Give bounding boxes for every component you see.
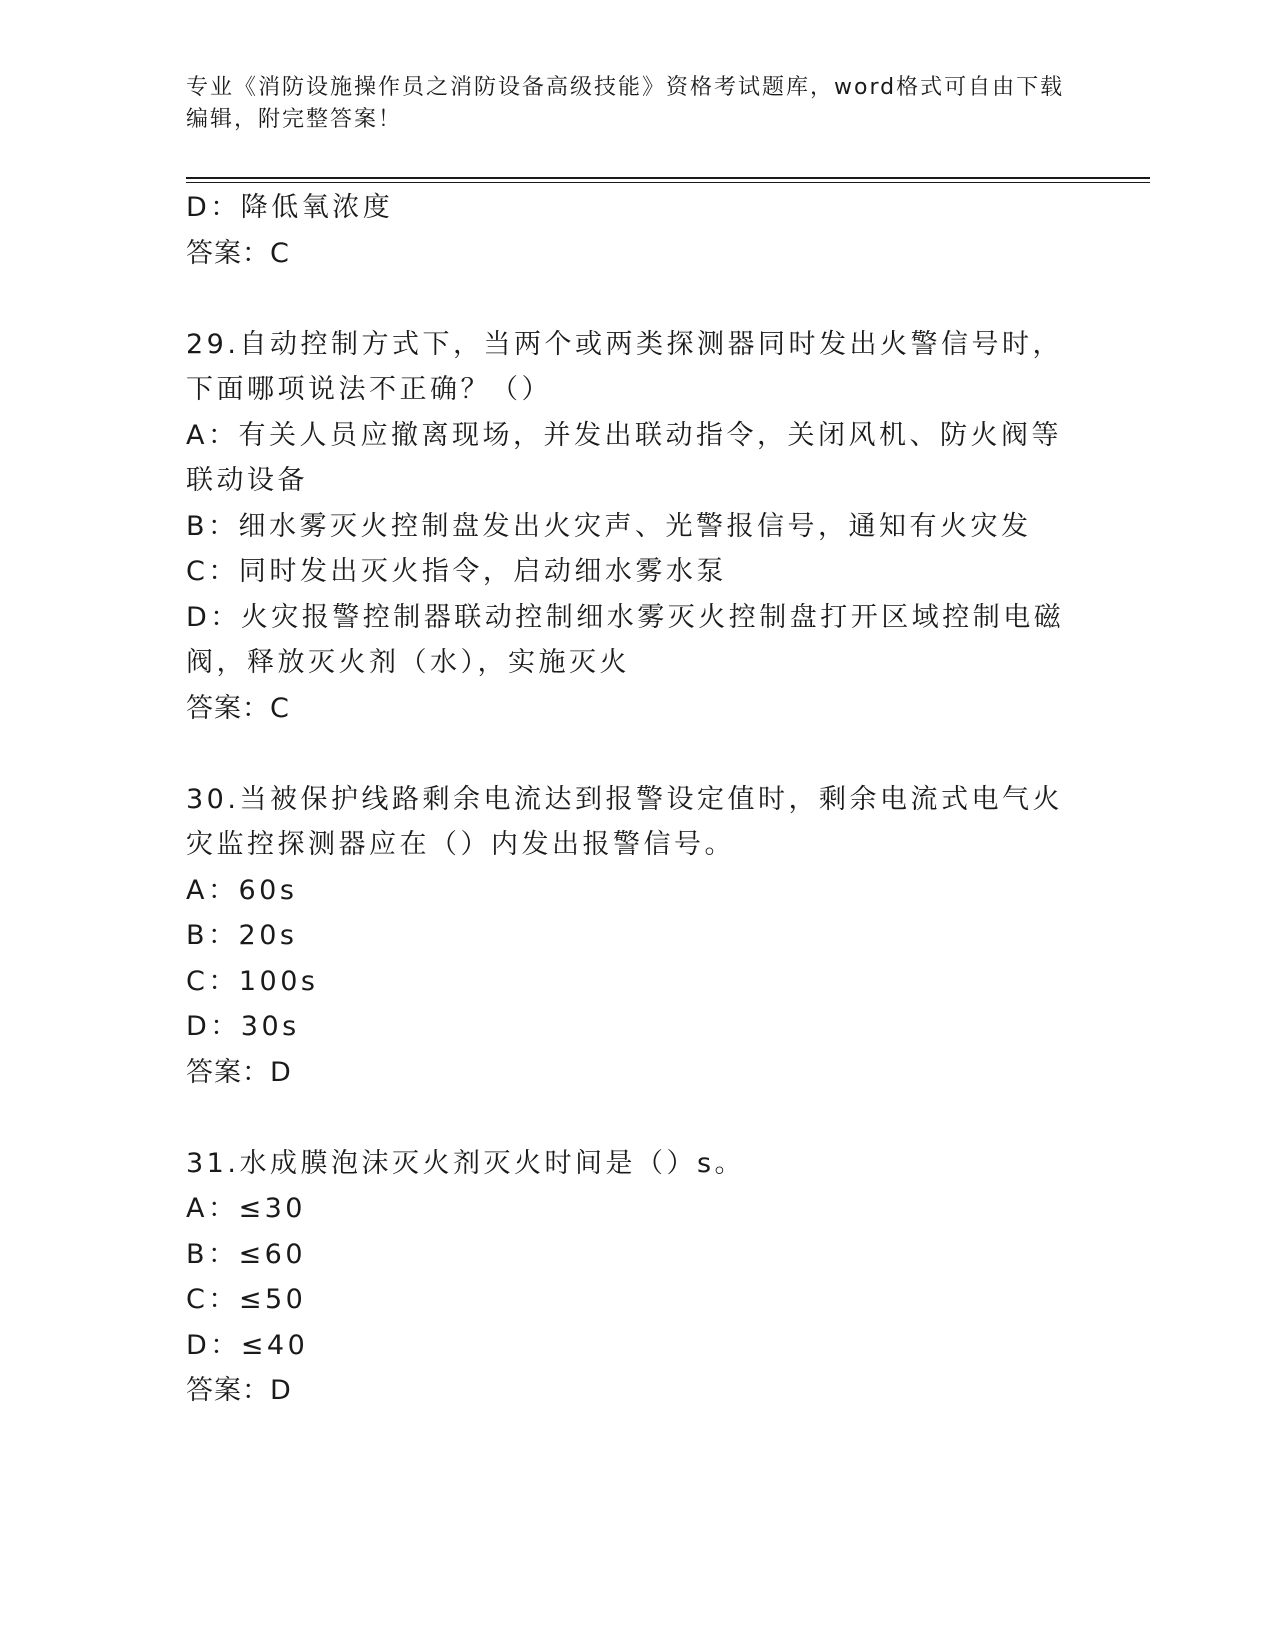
- spacer: [186, 731, 1086, 777]
- q30-stem: 30.当被保护线路剩余电流达到报警设定值时，剩余电流式电气火灾监控探测器应在（）内发出报警信号。: [186, 783, 1063, 860]
- question-content: [186, 185, 1086, 1414]
- q30-option-b: B：20s: [186, 920, 298, 951]
- spacer: [186, 276, 1086, 322]
- q30-option-a: A：60s: [186, 874, 298, 906]
- spacer: [186, 1095, 1086, 1141]
- header-divider-thick: [186, 177, 1150, 179]
- prev-option-d: D：降低氧浓度: [186, 192, 394, 223]
- q29-option-a: A：有关人员应撤离现场，并发出联动指令，关闭风机、防火阀等联动设备: [186, 419, 1062, 496]
- q29-option-b: B：细水雾灭火控制盘发出火灾声、光警报信号，通知有火灾发: [186, 510, 1032, 542]
- q31-option-d: D：≤40: [186, 1329, 309, 1361]
- q29-answer: 答案：C: [186, 692, 290, 724]
- q31-option-c: C：≤50: [186, 1284, 307, 1315]
- header-divider-thin: [186, 182, 1150, 183]
- document-header: [186, 72, 1066, 136]
- q30-answer: 答案：D: [186, 1056, 292, 1088]
- q29-option-c: C：同时发出灭火指令，启动细水雾水泵: [186, 556, 727, 587]
- q31-option-a: A：≤30: [186, 1193, 306, 1224]
- q29-option-d: D：火灾报警控制器联动控制细水雾灭火控制盘打开区域控制电磁阀，释放灭火剂（水），实施灭火: [186, 601, 1065, 678]
- q29-stem: 29.自动控制方式下，当两个或两类探测器同时发出火警信号时，下面哪项说法不正确？（）: [186, 328, 1063, 405]
- prev-answer: 答案：C: [186, 237, 290, 269]
- q31-option-b: B：≤60: [186, 1238, 307, 1270]
- q30-option-c: C：100s: [186, 965, 319, 997]
- q31-stem: 31.水成膜泡沫灭火剂灭火时间是（）s。: [186, 1147, 746, 1179]
- q31-answer: 答案：D: [186, 1375, 292, 1406]
- q30-option-d: D：30s: [186, 1011, 300, 1042]
- header-text: 专业《消防设施操作员之消防设备高级技能》资格考试题库，word格式可自由下载编辑，附完整答案！: [186, 75, 1065, 132]
